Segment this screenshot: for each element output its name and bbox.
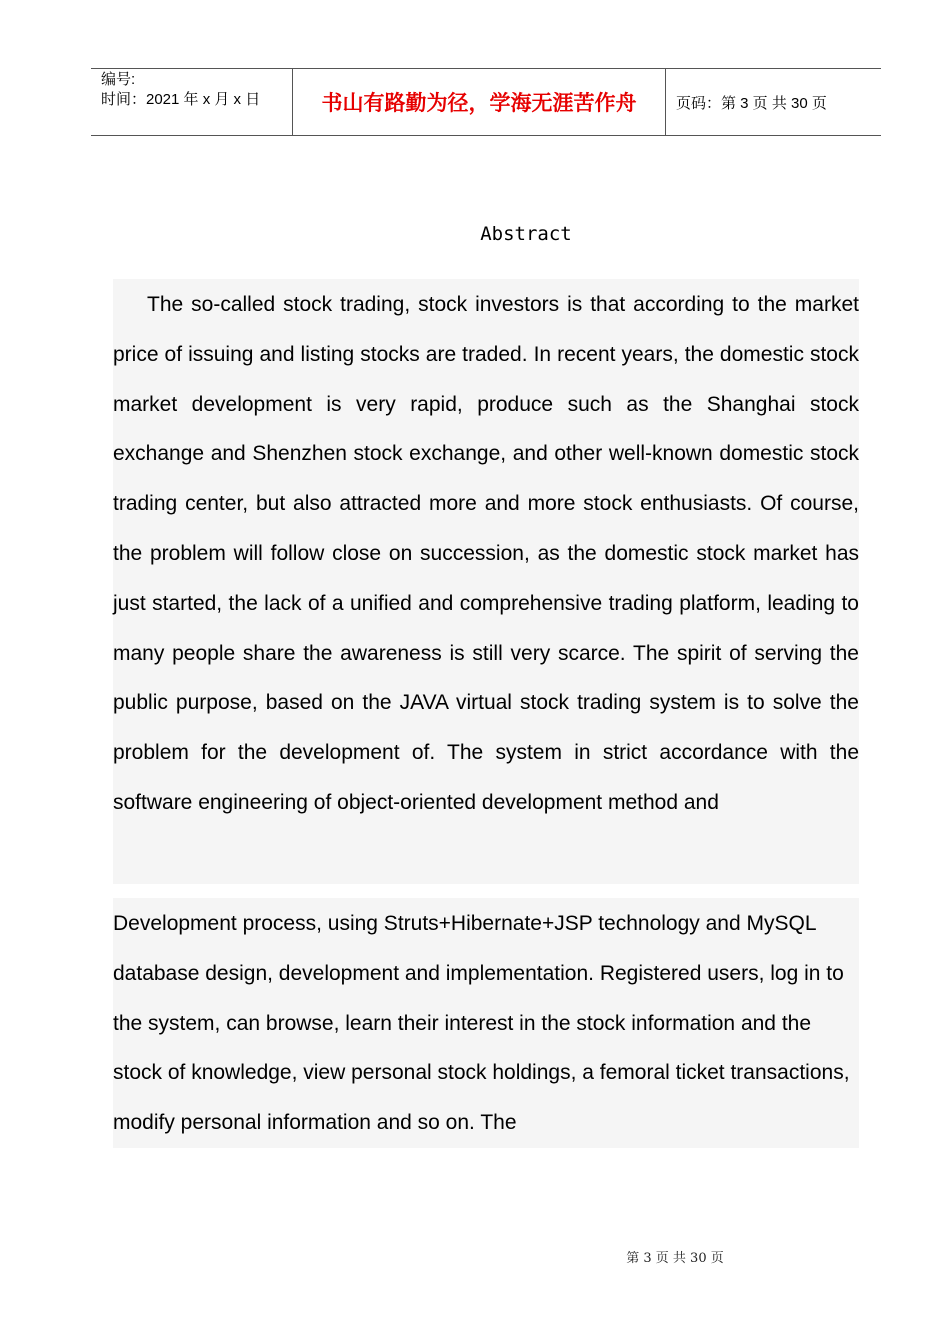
time-label: 时间：2021 年 x 月 x 日 (101, 91, 261, 108)
header-page-cell (666, 69, 881, 135)
page-footer (0, 1247, 950, 1266)
footer-page-number: 第 3 页 共 30 页 (626, 1251, 724, 1266)
header-page-info: 页码：第 3 页 共 30 页 (676, 94, 827, 112)
abstract-paragraph-1: The so-called stock trading, stock investors is that according to the market price of issuing and listing stocks are traded. In recent years, the domestic stock market development is very rapid, produce such as the Shanghai stock exchange and Shenzhen stock exchange, and other well-known domestic stock trading center, but also attracted more and more stock enthusiasts. Of course, the problem will follow close on succession, as the domestic stock market has just started, the lack of a unified and comprehensive trading platform, leading to many people share the awareness is still very scarce. The spirit of serving the public purpose, based on the JAVA virtual stock trading system is to solve the problem for the development of. The system in strict accordance with the software engineering of object-oriented development method and (113, 279, 859, 884)
motto-text: 书山有路勤为径，学海无涯苦作舟 (321, 91, 637, 115)
serial-number-label: 编号: (101, 71, 136, 88)
abstract-paragraph-2: Development process, using Struts+Hibernate+JSP technology and MySQL database design, development and implementation. Registered users, log in to the system, can browse, learn their interest in the stock information and the stock of knowledge, view personal stock holdings, a femoral ticket transactions, modify personal information and so on. The (113, 898, 859, 1148)
header-motto-cell (292, 69, 666, 135)
abstract-title: Abstract (480, 223, 572, 245)
header-meta-cell (91, 69, 292, 135)
page-header (91, 68, 881, 136)
